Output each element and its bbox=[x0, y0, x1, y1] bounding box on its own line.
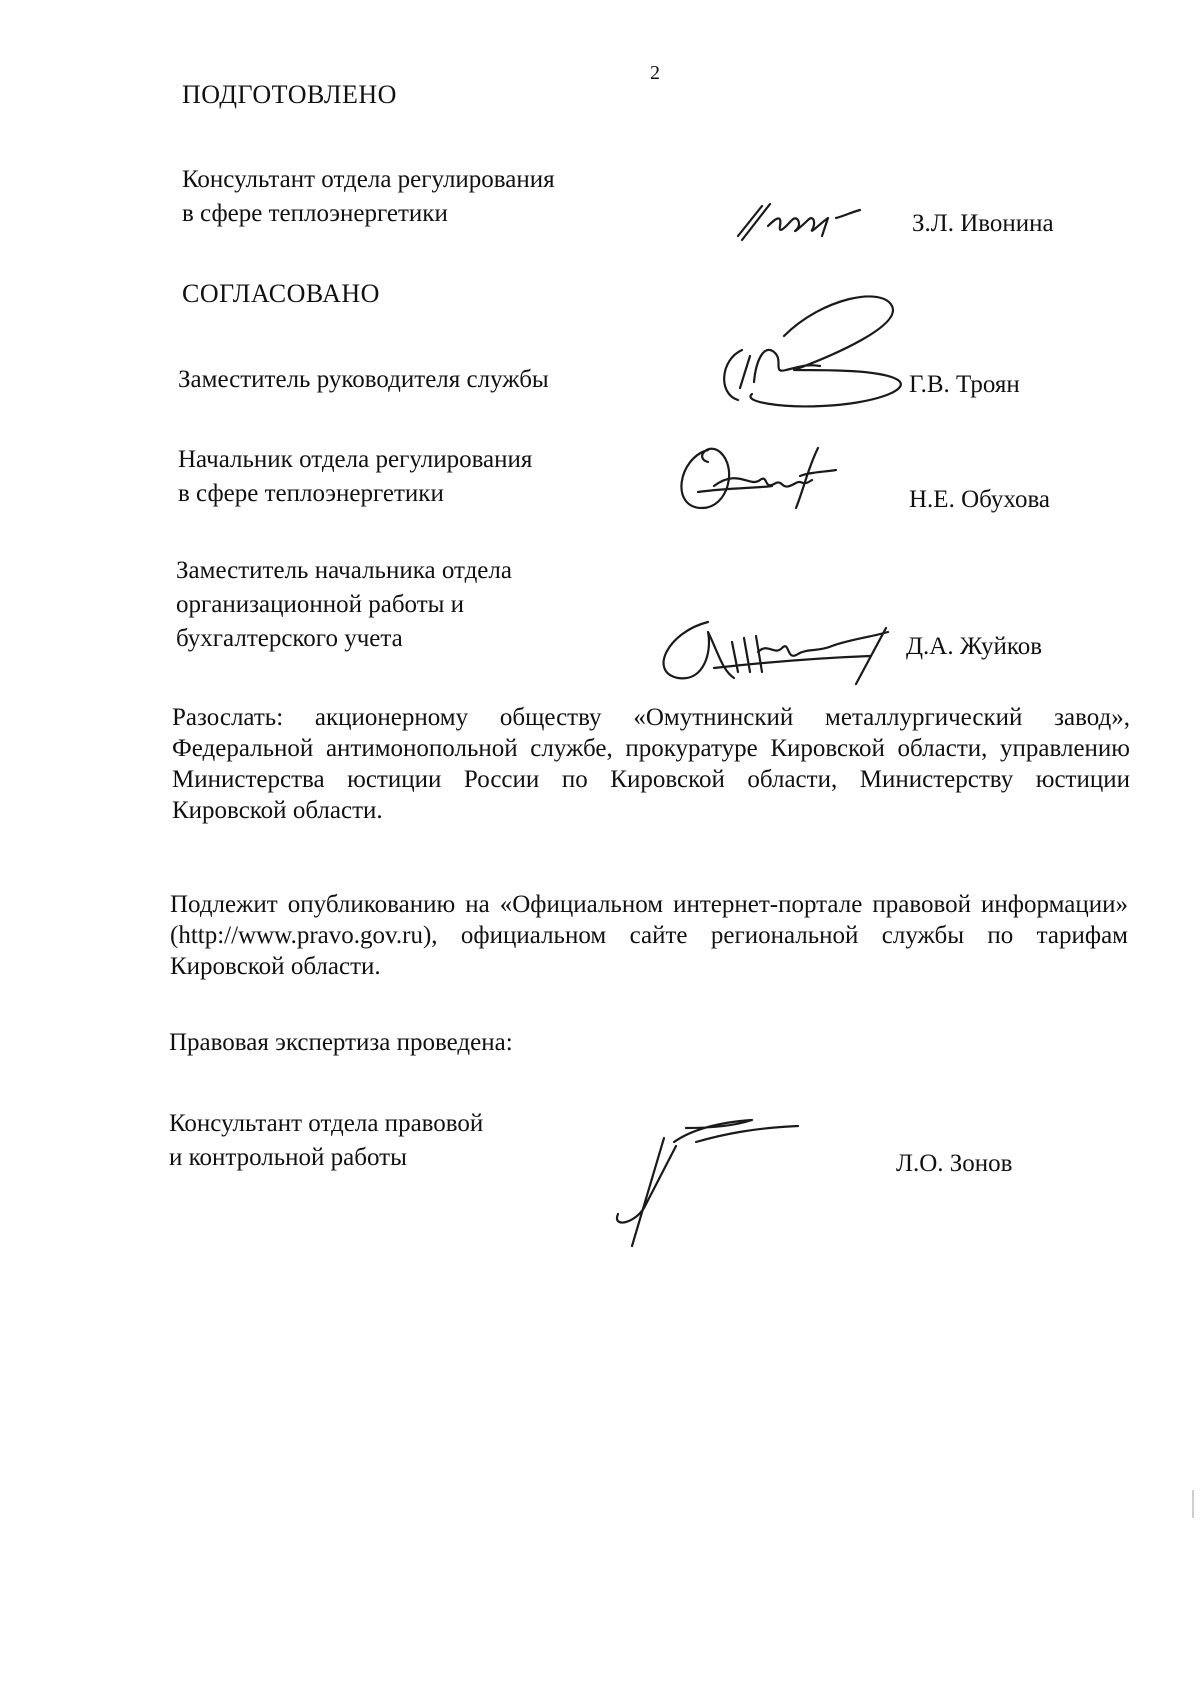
position-line: в сфере теплоэнергетики bbox=[182, 200, 448, 227]
agreed-heading: СОГЛАСОВАНО bbox=[182, 279, 380, 308]
position-line: в сфере теплоэнергетики bbox=[178, 480, 444, 507]
position-line: бухгалтерского учета bbox=[176, 625, 403, 652]
scan-edge-mark bbox=[1192, 1490, 1194, 1518]
position-line: Заместитель начальника отдела bbox=[176, 557, 512, 584]
prepared-name: З.Л. Ивонина bbox=[912, 210, 1054, 237]
signature-zonov bbox=[604, 1098, 804, 1248]
distribution-paragraph: Разослать: акционерному обществу «Омутнинский металлургический завод», Федеральной антимонопольной службе, прокуратуре Кировской области, управлению Министерства юстиции России по Кировской области, Министерству юстиции Кировской области. bbox=[172, 704, 1130, 824]
legal-review-position bbox=[169, 1107, 483, 1175]
position-line: Консультант отдела регулирования bbox=[182, 166, 555, 193]
legal-review-heading: Правовая экспертиза проведена: bbox=[169, 1029, 513, 1056]
prepared-heading: ПОДГОТОВЛЕНО bbox=[182, 80, 397, 109]
signer-name: Г.В. Троян bbox=[909, 371, 1020, 398]
signature-ivonina bbox=[732, 196, 882, 248]
position-line: Заместитель руководителя службы bbox=[178, 366, 549, 393]
position-line: организационной работы и bbox=[176, 591, 465, 618]
signature-obukhova bbox=[668, 428, 848, 528]
prepared-position bbox=[182, 163, 555, 231]
signer-position bbox=[176, 554, 512, 656]
signer-position bbox=[178, 363, 549, 397]
signature-troyan bbox=[712, 290, 912, 430]
publication-paragraph: Подлежит опубликованию на «Официальном интернет-портале правовой информации» (http://www.pravo.gov.ru), официальном сайте региональной службы по тарифам Кировской области. bbox=[170, 891, 1128, 980]
position-line: и контрольной работы bbox=[169, 1144, 407, 1171]
signature-zhuykov bbox=[648, 612, 908, 692]
signer-name: Д.А. Жуйков bbox=[906, 633, 1043, 660]
position-line: Начальник отдела регулирования bbox=[178, 446, 533, 473]
page-number: 2 bbox=[650, 62, 660, 84]
signer-position bbox=[178, 443, 532, 511]
position-line: Консультант отдела правовой bbox=[169, 1110, 484, 1137]
signer-name: Н.Е. Обухова bbox=[909, 486, 1051, 513]
legal-review-name: Л.О. Зонов bbox=[896, 1150, 1013, 1177]
